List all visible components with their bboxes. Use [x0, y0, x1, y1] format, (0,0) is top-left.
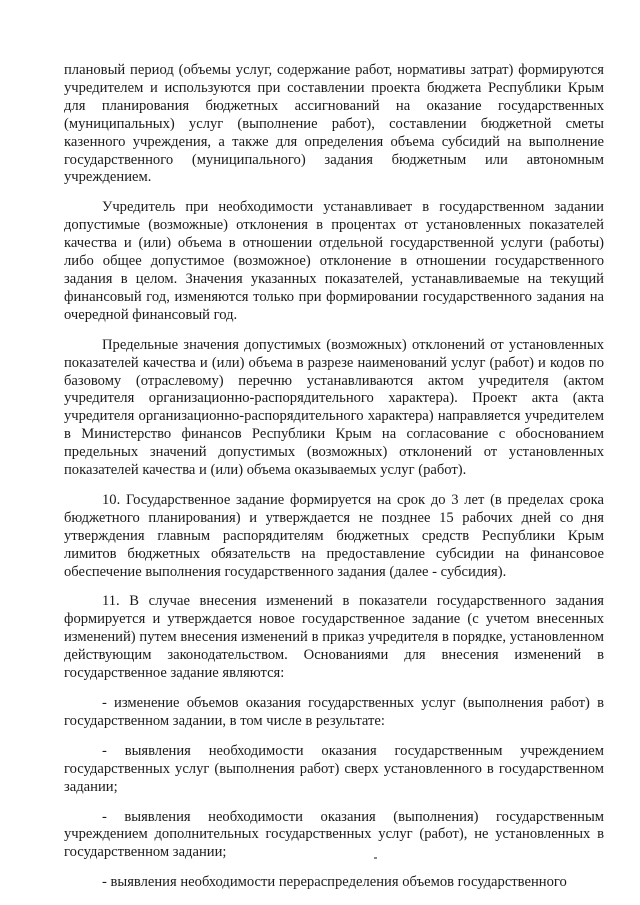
- document-body: [64, 62, 604, 904]
- list-item-redistribution: - выявления необходимости перераспределения объемов государственного: [102, 874, 567, 891]
- list-item-over-established: - выявления необходимости оказания государственным учреждением государственных услуг (выполнения работ) сверх установленного в государственном задании;: [64, 742, 604, 795]
- paragraph-item-11: 11. В случае внесения изменений в показатели государственного задания формируется и утверждается новое государственное задание (с учетом внесенных изменений) путем внесения изменений в приказ учредителя в порядке, установленном действующим законодательством. Основаниями для внесения изменений в государственное задание являются:: [64, 593, 604, 682]
- list-item-additional-services: - выявления необходимости оказания (выполнения) государственным учреждением дополнительных государственных услуг (работ), не установленных в государственном задании;: [64, 808, 604, 861]
- paragraph-continuation: плановый период (объемы услуг, содержание работ, нормативы затрат) формируются учредителем и используются при составлении проекта бюджета Республики Крым для планирования бюджетных ассигнований на оказание государственных (муниципальных) услуг (выполнение работ), составлении бюджетной сметы казенного учреждения, а также для определения объема субсидий на выполнение государственного (муниципального) задания бюджетным или автономным учреждением.: [64, 62, 604, 186]
- paragraph-item-10: 10. Государственное задание формируется на срок до 3 лет (в пределах срока бюджетного планирования) и утверждается не позднее 15 рабочих дней со дня утверждения главным распорядителям бюджетных средств Республики Крым лимитов бюджетных обязательств на предоставление субсидии на финансовое обеспечение выполнения государственного задания (далее - субсидия).: [64, 491, 604, 580]
- list-item-volume-change: - изменение объемов оказания государственных услуг (выполнения работ) в государственном задании, в том числе в результате:: [64, 695, 604, 729]
- paragraph-deviations: Учредитель при необходимости устанавливает в государственном задании допустимые (возможные) отклонения в процентах от установленных показателей качества и (или) объема в отношении отдельной государственной услуги (работы) либо общее допустимое (возможное) отклонение в отношении государственного задания в целом. Значения указанных показателей, устанавливаемые на текущий финансовый год, изменяются только при формировании государственного задания на очередной финансовый год.: [64, 199, 604, 323]
- paragraph-limit-values: Предельные значения допустимых (возможных) отклонений от установленных показателей качества и (или) объема в разрезе наименований услуг (работ) и кодов по базовому (отраслевому) перечню устанавливаются актом учредителя (актом учредителя организационно-распорядительного характера). Проект акта (акта учредителя организационно-распорядительного характера) направляется учредителем в Министерство финансов Республики Крым на согласование с обоснованием предельных значений допустимых (возможных) отклонений от установленных показателей качества и (или) объема оказываемых услуг (работ).: [64, 336, 604, 479]
- scan-speck: [374, 857, 377, 859]
